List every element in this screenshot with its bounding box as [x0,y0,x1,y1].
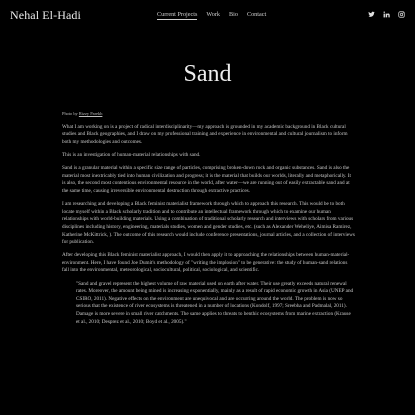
social-links [368,11,405,18]
paragraph: This is an investigation of human-material relationships with sand. [62,151,201,158]
instagram-icon[interactable] [398,11,405,18]
paragraph: What I am working on is a project of radical interdisciplinarity—my approach is grounded in my academic background in Black cultural studies and Black geographies, and I draw on my professional training and experience in environmental and cultural journalism to inform both my methodologies and outcomes. [62,123,348,145]
nav-bio[interactable]: Bio [228,11,238,18]
main-nav [157,11,266,20]
paragraph: I am researching and developing a Black feminist materialist framework through which to approach this research. This would be to both locate myself within a Black scholarly tradition and to contribute an intellectual framework through which to examine our human relationships with world-building materials. Using a combination of traditional scholarly research and interviews with scholars from various disciplines including history, engineering, materials studies, women and gender studies, etc. (such as Alexander Weheliye, Aimisa Ramirez, Katherine McKittrick, ). The outcome of this research would include conference presentations, journal articles, and a collection of interviews for publication. [62,201,355,246]
nav-work[interactable]: Work [206,11,220,18]
linkedin-icon[interactable] [383,11,390,18]
paragraph: After developing this Black feminist materialist approach, I would then apply it to approaching the relationships between human-material-environment. Here, I have found Joe Dumit's methodology of "writing the implosion" to be generative: the study of human-sand relations fall into the environmental, meteorological, sociocultural, political, sociological, and scientific. [62,252,350,274]
page-title: Sand [183,61,232,88]
blockquote: "Sand and gravel represent the highest volume of raw material used on earth after water. Their use greatly exceeds natural renewal rates. Moreover, the amount being mined is increasing exponentially, mainly as a result of rapid economic growth in Asia (UNEP and CSIRO, 2011). Negative effects on the environment are unequivocal and are occurring around the world. The problem is now so serious that the existence of river ecosystems is threatened in a number of locations (Kondolf, 1997; Sreebha and Padmalal, 2011). Damage is more severe in small river catchments. The same applies to threats to benthic ecosystems from marine extraction (Krause et al., 2010; Desprez et al., 2010; Boyd et al., 2005)." [76,280,354,325]
photo-credit-prefix: Photo by [62,111,78,116]
nav-current-projects[interactable]: Current Projects [157,11,198,18]
nav-contact[interactable]: Contact [246,11,267,18]
photo-credit [62,110,355,118]
photo-credit-link[interactable]: Rizzy Parekh [78,111,103,116]
twitter-icon[interactable] [368,11,375,18]
site-title[interactable]: Nehal El-Hadi [10,8,81,22]
paragraph: Sand is a granular material within a specific size range of particles, comprising broken-down rock and organic substances. Sand is also the material most inextricably tied into human civilization and progress; it is the material that builds our worlds, literally and metaphorically. It is also, the second most contentious environmental resource in the world, after water—we are running out of easily extractable sand and at the same time, causing irreversible environmental destruction through extractive practices. [62,165,351,194]
article-body [62,110,355,332]
